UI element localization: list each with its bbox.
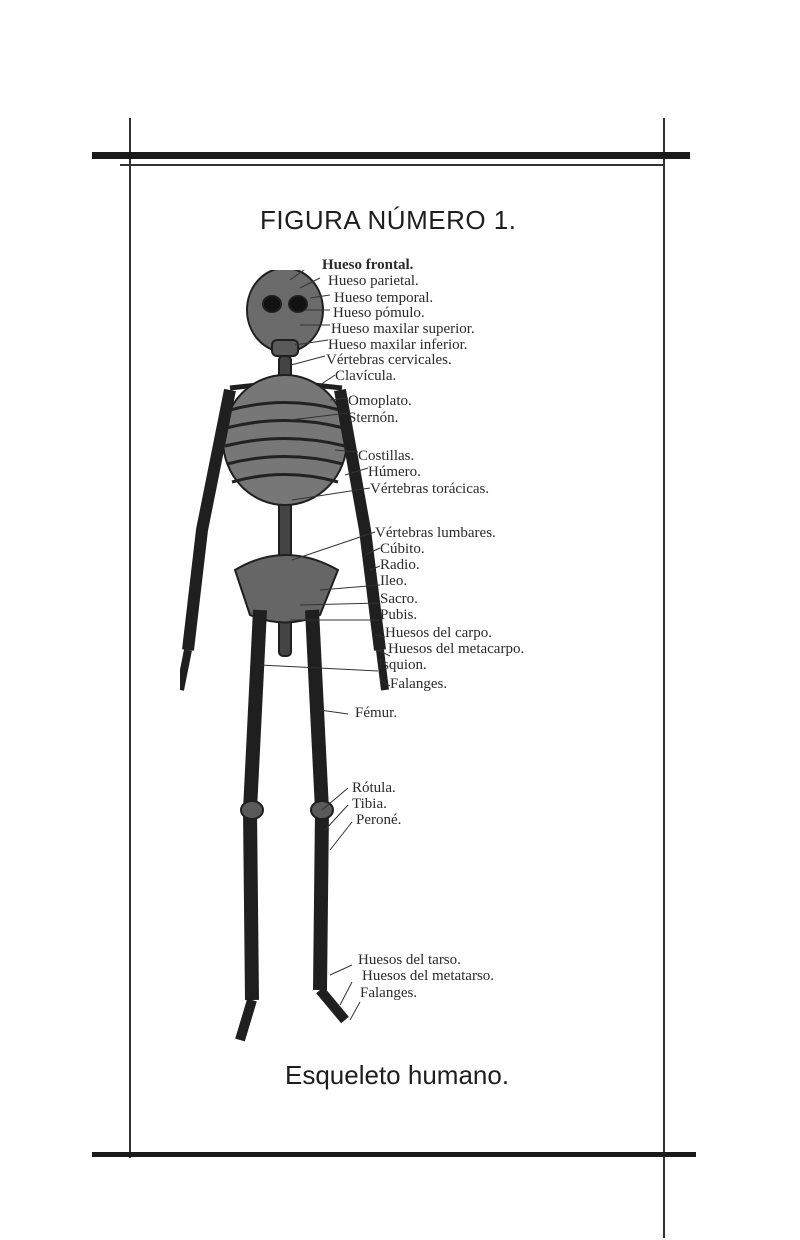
label-humero: Húmero. [368, 464, 421, 480]
right-leg [312, 610, 322, 990]
label-hueso-frontal: Hueso frontal. [322, 257, 414, 273]
label-hueso-maxilar-superior: Hueso maxilar superior. [331, 321, 475, 337]
label-pubis: Pubis. [380, 607, 418, 623]
label-sacro: Sacro. [380, 591, 418, 607]
label-tibia: Tibia. [352, 796, 387, 812]
eye-socket-right [289, 296, 307, 312]
pelvis [235, 555, 338, 623]
label-hueso-pomulo: Hueso pómulo. [333, 305, 425, 321]
left-arm [188, 390, 230, 650]
label-hueso-temporal: Hueso temporal. [334, 290, 434, 306]
label-sternon: Sternón. [348, 410, 399, 426]
right-foot [320, 990, 345, 1020]
label-radio: Radio. [380, 557, 420, 573]
frame-top-inner-border [120, 164, 665, 166]
eye-socket-left [263, 296, 281, 312]
label-costillas: Costillas. [358, 448, 415, 464]
right-arm [340, 390, 380, 650]
label-huesos-metatarso: Huesos del metatarso. [362, 968, 495, 984]
label-vertebras-toracicas: Vértebras torácicas. [370, 481, 490, 497]
frame-right-border [663, 118, 665, 1238]
label-hueso-parietal: Hueso parietal. [328, 273, 419, 289]
figure-caption: Esqueleto humano. [285, 1060, 510, 1090]
label-hueso-maxilar-inferior: Hueso maxilar inferior. [328, 337, 468, 353]
label-huesos-tarso: Huesos del tarso. [358, 952, 461, 968]
label-clavicula: Clavícula. [335, 368, 397, 384]
frame-left-border [129, 118, 131, 1158]
left-foot [240, 1000, 252, 1040]
figure-title: FIGURA NÚMERO 1. [260, 205, 517, 235]
left-patella [241, 801, 263, 819]
label-huesos-metacarpo: Huesos del metacarpo. [388, 641, 525, 657]
frame-bottom-border [92, 1152, 696, 1157]
left-hand [180, 650, 188, 690]
label-falanges-pie: Falanges. [360, 985, 418, 1001]
label-perone: Peroné. [356, 812, 402, 828]
frame-top-border [92, 152, 690, 159]
label-isquion: Isquion. [378, 657, 427, 673]
label-vertebras-lumbares: Vértebras lumbares. [375, 525, 496, 541]
label-rotula: Rótula. [352, 780, 396, 796]
label-huesos-carpo: Huesos del carpo. [385, 625, 493, 641]
label-cubito: Cúbito. [380, 541, 425, 557]
label-omoplato: Omoplato. [348, 393, 412, 409]
label-femur: Fémur. [355, 705, 398, 721]
label-vertebras-cervicales: Vértebras cervicales. [326, 352, 452, 368]
label-ileo: Ileo. [380, 573, 408, 589]
label-falanges-mano: Falanges. [390, 676, 448, 692]
jaw [272, 340, 298, 356]
